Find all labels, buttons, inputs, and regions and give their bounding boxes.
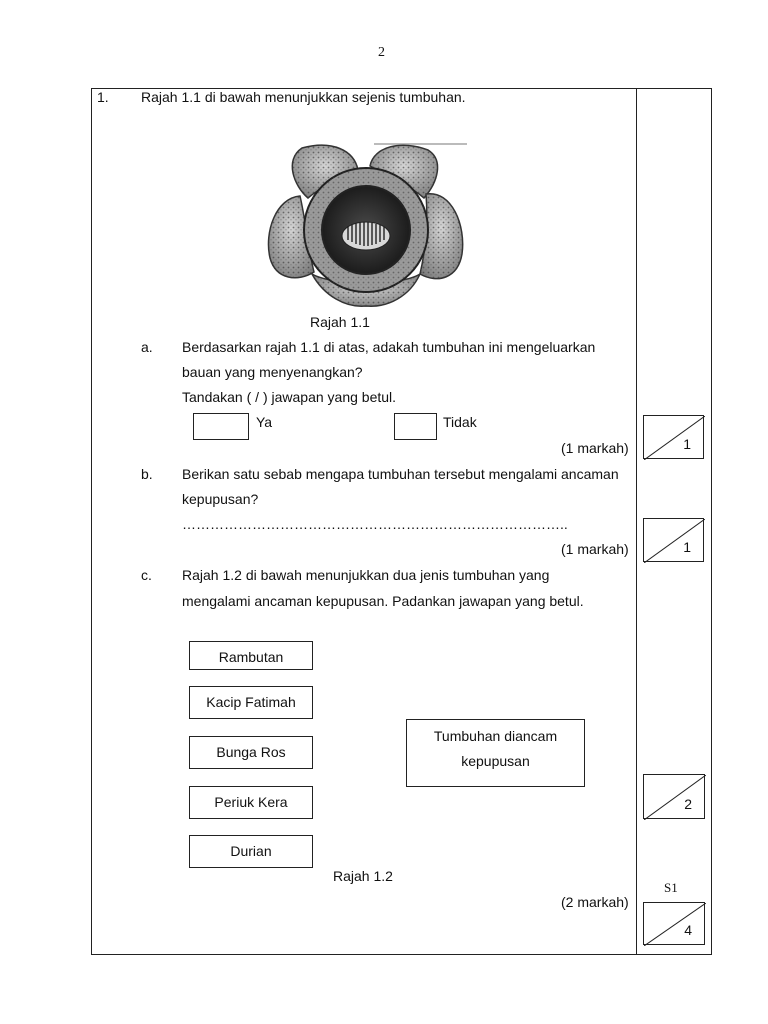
option-rambutan-label: Rambutan (218, 649, 284, 665)
option-periuk-kera-label: Periuk Kera (214, 794, 288, 810)
total-score-value: 4 (684, 922, 692, 938)
target-box-diancam-kepupusan[interactable] (406, 719, 585, 787)
option-tidak-label: Tidak (443, 414, 477, 430)
margin-divider (636, 88, 637, 955)
option-kacip-fatimah[interactable] (189, 686, 313, 719)
score-c-value: 2 (684, 796, 692, 812)
part-a-marks: (1 markah) (561, 440, 629, 456)
score-a-value: 1 (683, 436, 691, 452)
part-c-marks: (2 markah) (561, 894, 629, 910)
question-intro: Rajah 1.1 di bawah menunjukkan sejenis tumbuhan. (141, 89, 466, 105)
section-label: S1 (664, 880, 678, 895)
question-number: 1. (97, 89, 109, 105)
option-kacip-fatimah-label: Kacip Fatimah (206, 694, 296, 710)
target-line2: kepupusan (461, 753, 530, 769)
part-c-label: c. (141, 567, 152, 583)
option-bunga-ros[interactable] (189, 736, 313, 769)
option-periuk-kera[interactable] (189, 786, 313, 819)
part-a-line1: Berdasarkan rajah 1.1 di atas, adakah tumbuhan ini mengeluarkan (182, 339, 596, 355)
part-b-line1: Berikan satu sebab mengapa tumbuhan tersebut mengalami ancaman (182, 466, 619, 482)
page-number: 2 (378, 45, 385, 60)
part-c-line1: Rajah 1.2 di bawah menunjukkan dua jenis tumbuhan yang (182, 567, 550, 583)
part-a-line2: bauan yang menyenangkan? (182, 364, 363, 380)
total-score-box[interactable] (643, 902, 705, 945)
option-bunga-ros-label: Bunga Ros (216, 744, 286, 760)
checkbox-ya[interactable] (193, 413, 249, 440)
checkbox-tidak[interactable] (394, 413, 437, 440)
part-b-marks: (1 markah) (561, 541, 629, 557)
part-b-label: b. (141, 466, 153, 482)
part-b-answer-line[interactable]: ……………………………………………………………………….. (182, 516, 568, 532)
score-b-value: 1 (683, 539, 691, 555)
target-line1: Tumbuhan diancam (433, 728, 558, 744)
score-box-b[interactable] (643, 518, 704, 562)
option-durian-label: Durian (230, 843, 272, 859)
score-box-c[interactable] (643, 774, 705, 819)
option-durian[interactable] (189, 835, 313, 868)
figure-2-caption: Rajah 1.2 (333, 868, 393, 884)
figure-1-caption: Rajah 1.1 (310, 314, 370, 330)
score-box-a[interactable] (643, 415, 704, 459)
part-a-line3: Tandakan ( / ) jawapan yang betul. (182, 389, 397, 405)
option-rambutan[interactable] (189, 641, 313, 670)
rafflesia-flower-image (262, 136, 470, 312)
part-a-label: a. (141, 339, 153, 355)
part-c-line2: mengalami ancaman kepupusan. Padankan jawapan yang betul. (182, 593, 584, 609)
option-ya-label: Ya (256, 414, 273, 430)
part-b-line2: kepupusan? (182, 491, 259, 507)
